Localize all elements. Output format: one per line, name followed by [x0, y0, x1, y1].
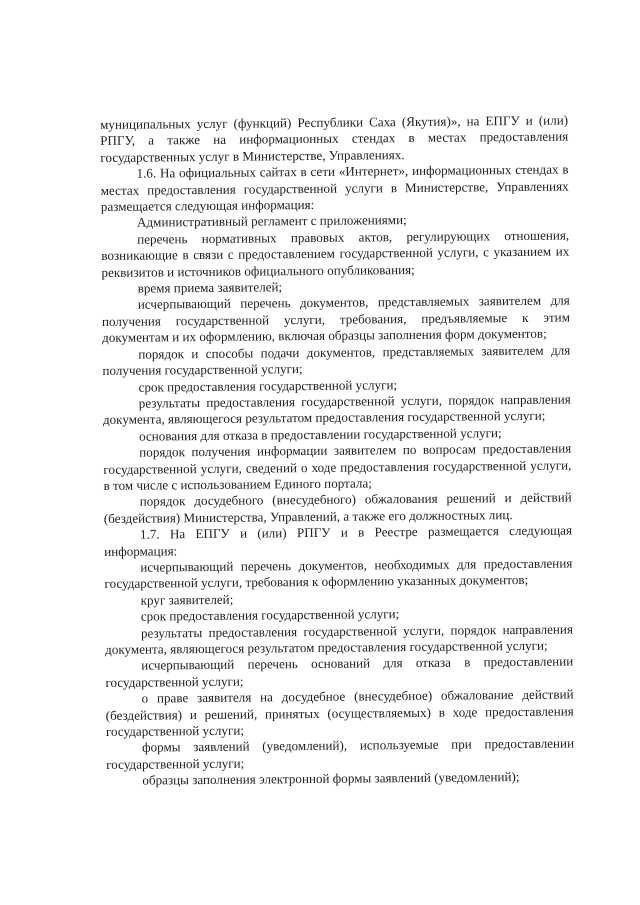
list-item-information-procedure: порядок получения информации заявителем по вопросам предоставления государственной услуги, сведений о ходе предоставления государственной услуги, в том числе с использованием Единого портала;	[103, 440, 572, 493]
list-item-applicants: круг заявителей;	[140, 591, 234, 608]
paragraph-continuation: муниципальных услуг (функций) Республики Саха (Якутия)», на ЕПГУ и (или) РПГУ, а также на информационных стендах в местах предоставления государственных услуг в Министерстве, Управлениях.	[100, 112, 569, 165]
list-item-service-results: результаты предоставления государственной услуги, порядок направления документа, являющегося результатом предоставления государственной услуги;	[102, 391, 571, 428]
list-item-service-term: срок предоставления государственной услуги;	[138, 376, 398, 395]
paragraph-section-1-6: 1.6. На официальных сайтах в сети «Интернет», информационных стендах в местах предоставления государственной услуги в Министерстве, Управлениях размещается следующая информация:	[100, 161, 569, 215]
list-item-documents-list: исчерпывающий перечень документов, представляемых заявителем для получения государственной услуги, требования, предъявляемые к этим документам и их оформлению, включая образцы заполнения форм документов;	[101, 292, 571, 346]
list-item-refusal-grounds-2: исчерпывающий перечень оснований для отказа в предоставлении государственной услуги;	[105, 653, 574, 690]
paragraph-section-1-7: 1.7. На ЕПГУ и (или) РПГУ и в Реестре размещается следующая информация:	[104, 522, 573, 559]
list-item-required-documents: исчерпывающий перечень документов, необходимых для предоставления государственной услуги, требования к оформлению указанных документов;	[104, 555, 573, 592]
list-item-reception-time: время приема заявителей;	[137, 279, 283, 296]
list-item-refusal-grounds: основания для отказа в предоставлении государственной услуги;	[138, 424, 502, 444]
list-item-appeal-procedure: порядок досудебного (внесудебного) обжалования решений и действий (бездействия) Министерства, Управлений, а также его должностных лиц.	[103, 489, 572, 526]
document-body	[100, 113, 574, 790]
list-item-service-results-2: результаты предоставления государственной услуги, порядок направления документа, являющегося результатом предоставления государственной услуги;	[105, 621, 574, 657]
list-item-legal-acts: перечень нормативных правовых актов, регулирующих отношения, возникающие в связи с предоставлением государственной услуги, с указанием их реквизитов и источников официального опубликования;	[101, 227, 570, 280]
list-item-form-samples: образцы заполнения электронной формы заявлений (уведомлений);	[142, 769, 520, 788]
list-item-submission-methods: порядок и способы подачи документов, представляемых заявителем для получения государственной услуги;	[102, 342, 571, 379]
list-item-service-term-2: срок предоставления государственной услуги;	[140, 606, 400, 624]
list-item-application-forms: формы заявлений (уведомлений), используемые при предоставлении государственной услуги;	[106, 735, 575, 772]
list-item-appeal-right: о праве заявителя на досудебное (внесудебное) обжалование действий (бездействия) и решений, принятых (осуществляемых) в ходе предоставления государственной услуги;	[105, 686, 574, 740]
list-item-regulation: Административный регламент с приложениями;	[136, 212, 407, 231]
